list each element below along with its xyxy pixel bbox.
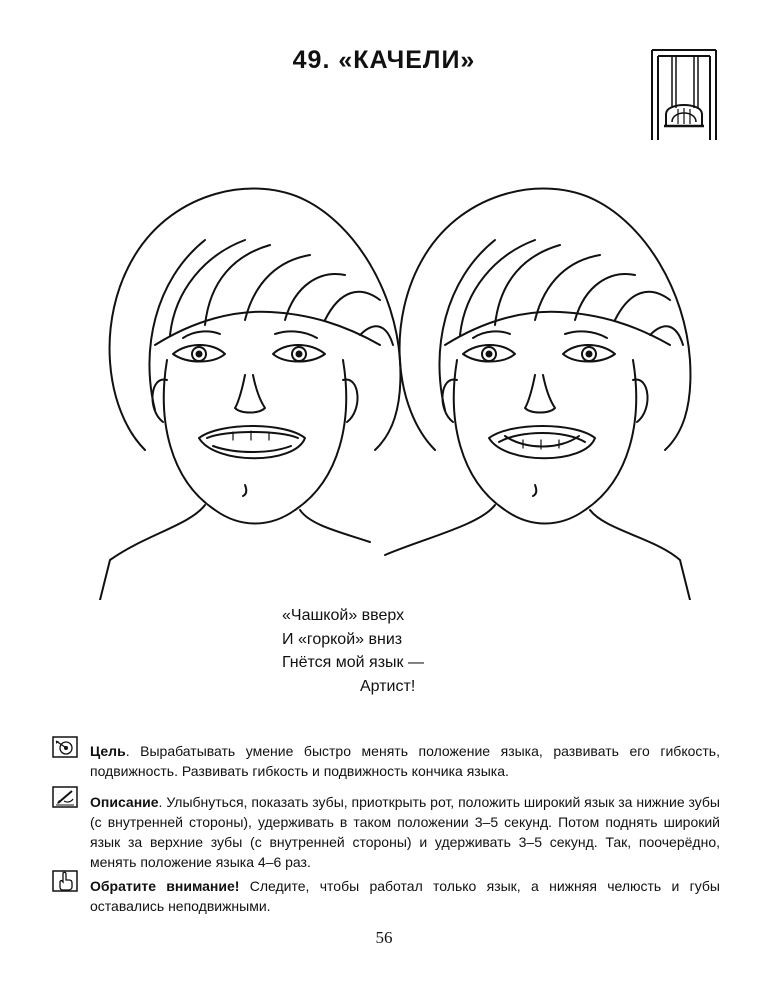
attention-section: [90, 876, 720, 916]
attention-text: Следите, чтобы работал только язык, а нижняя челюсть и губы оставались неподвижными.: [90, 878, 720, 914]
poem-line: И «горкой» вниз: [282, 631, 403, 648]
pencil-hand-icon: [52, 786, 78, 808]
description-section: Описание. Улыбнуться, показать зубы, приоткрыть рот, положить широкий язык за нижние зубы (с внутренней стороны), удерживать в таком положении 3–5 секунд. Потом поднять широкий язык за верхние зубы (с внутренней стороны) и удерживать 3–5 секунд. Так, поочерёдно, менять положение языка 4–6 раз.: [90, 794, 720, 870]
goal-label: Цель: [90, 743, 126, 759]
poem-line: «Чашкой» вверх: [282, 607, 405, 624]
target-icon: [52, 736, 78, 758]
attention-label: Обратите внимание!: [90, 878, 240, 894]
swing-icon: [648, 42, 720, 142]
goal-section: Цель. Вырабатывать умение быстро менять положение языка, развивать его гибкость, подвижность. Развивать гибкость и подвижность кончика языка.: [90, 743, 720, 779]
pointing-finger-icon: [52, 870, 78, 892]
poem-line: Артист!: [360, 678, 416, 695]
page-number: 56: [375, 928, 393, 947]
goal-text: Вырабатывать умение быстро менять положение языка, развивать его гибкость, подвижность. Развивать гибкость и подвижность кончика языка.: [90, 743, 720, 779]
page-title: 49. «КАЧЕЛИ»: [292, 46, 476, 74]
poem-line: Гнётся мой язык —: [282, 654, 424, 671]
description-text: Улыбнуться, показать зубы, приоткрыть рот, положить широкий язык за нижние зубы (с внутренней стороны), удерживать в таком положении 3–5 секунд. Потом поднять широкий язык за верхние зубы (с внутренней стороны) и удерживать 3–5 секунд. Так, поочерёдно, менять положение языка 4–6 раз.: [90, 794, 720, 870]
two-faces-tongue-exercise-illustration: [95, 160, 695, 600]
description-label: Описание: [90, 794, 159, 810]
